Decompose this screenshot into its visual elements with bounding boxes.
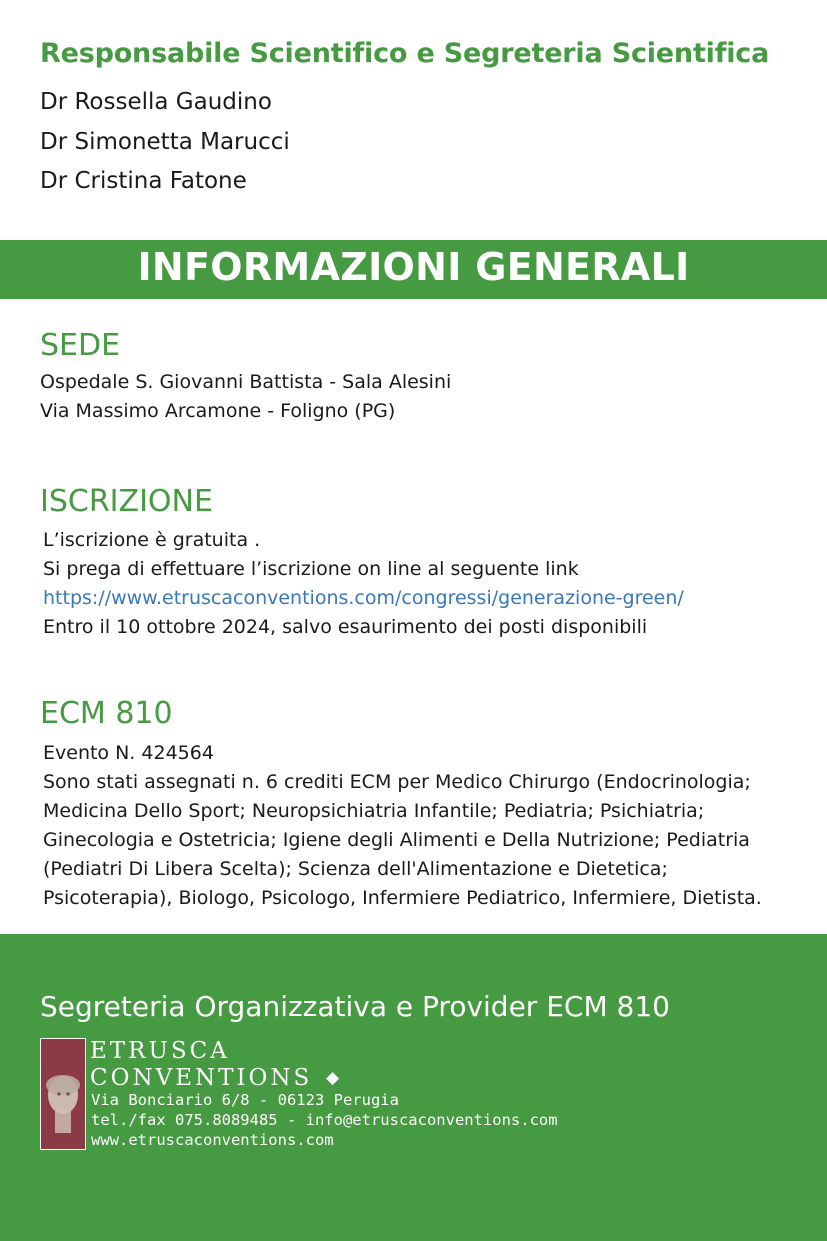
- ecm-title: ECM 810: [40, 696, 173, 731]
- footer-address: Via Bonciario 6/8 - 06123 Perugia: [91, 1091, 399, 1109]
- person-name: Dr Simonetta Marucci: [40, 129, 290, 155]
- iscrizione-line: Si prega di effettuare l’iscrizione on line al seguente link: [43, 558, 579, 580]
- ecm-line: (Pediatri Di Libera Scelta); Scienza dell'Alimentazione e Dietetica;: [43, 858, 668, 880]
- ecm-line: Psicoterapia), Biologo, Psicologo, Infermiere Pediatrico, Infermiere, Dietista.: [43, 887, 762, 909]
- person-name: Dr Cristina Fatone: [40, 168, 247, 194]
- diamond-icon: ◆: [326, 1068, 340, 1088]
- ecm-line: Evento N. 424564: [43, 742, 214, 764]
- footer-website[interactable]: www.etruscaconventions.com: [91, 1131, 334, 1149]
- footer-title: Segreteria Organizzativa e Provider ECM 810: [40, 990, 670, 1023]
- iscrizione-line: L’iscrizione è gratuita .: [43, 529, 261, 551]
- iscrizione-line: Entro il 10 ottobre 2024, salvo esaurimento dei posti disponibili: [43, 616, 648, 638]
- ecm-line: Sono stati assegnati n. 6 crediti ECM per Medico Chirurgo (Endocrinologia;: [43, 771, 751, 793]
- sede-title: SEDE: [40, 328, 121, 363]
- sede-line: Via Massimo Arcamone - Foligno (PG): [40, 400, 396, 422]
- brand-line2: CONVENTIONS: [90, 1065, 313, 1091]
- iscrizione-title: ISCRIZIONE: [40, 484, 213, 519]
- responsabile-title: Responsabile Scientifico e Segreteria Scientifica: [40, 38, 770, 69]
- sede-line: Ospedale S. Giovanni Battista - Sala Alesini: [40, 371, 452, 393]
- section-band: [0, 240, 827, 299]
- ecm-line: Medicina Dello Sport; Neuropsichiatria Infantile; Pediatria; Psichiatria;: [43, 800, 705, 822]
- registration-link[interactable]: https://www.etruscaconventions.com/congressi/generazione-green/: [43, 587, 684, 609]
- etrusca-logo-icon: [40, 1038, 86, 1150]
- ecm-line: Ginecologia e Ostetricia; Igiene degli Alimenti e Della Nutrizione; Pediatria: [43, 829, 750, 851]
- band-title: INFORMAZIONI GENERALI: [137, 245, 690, 289]
- footer: [0, 934, 827, 1241]
- person-name: Dr Rossella Gaudino: [40, 89, 272, 115]
- brand-line1: ETRUSCA: [90, 1038, 230, 1064]
- footer-contact: tel./fax 075.8089485 - info@etruscaconventions.com: [91, 1111, 558, 1129]
